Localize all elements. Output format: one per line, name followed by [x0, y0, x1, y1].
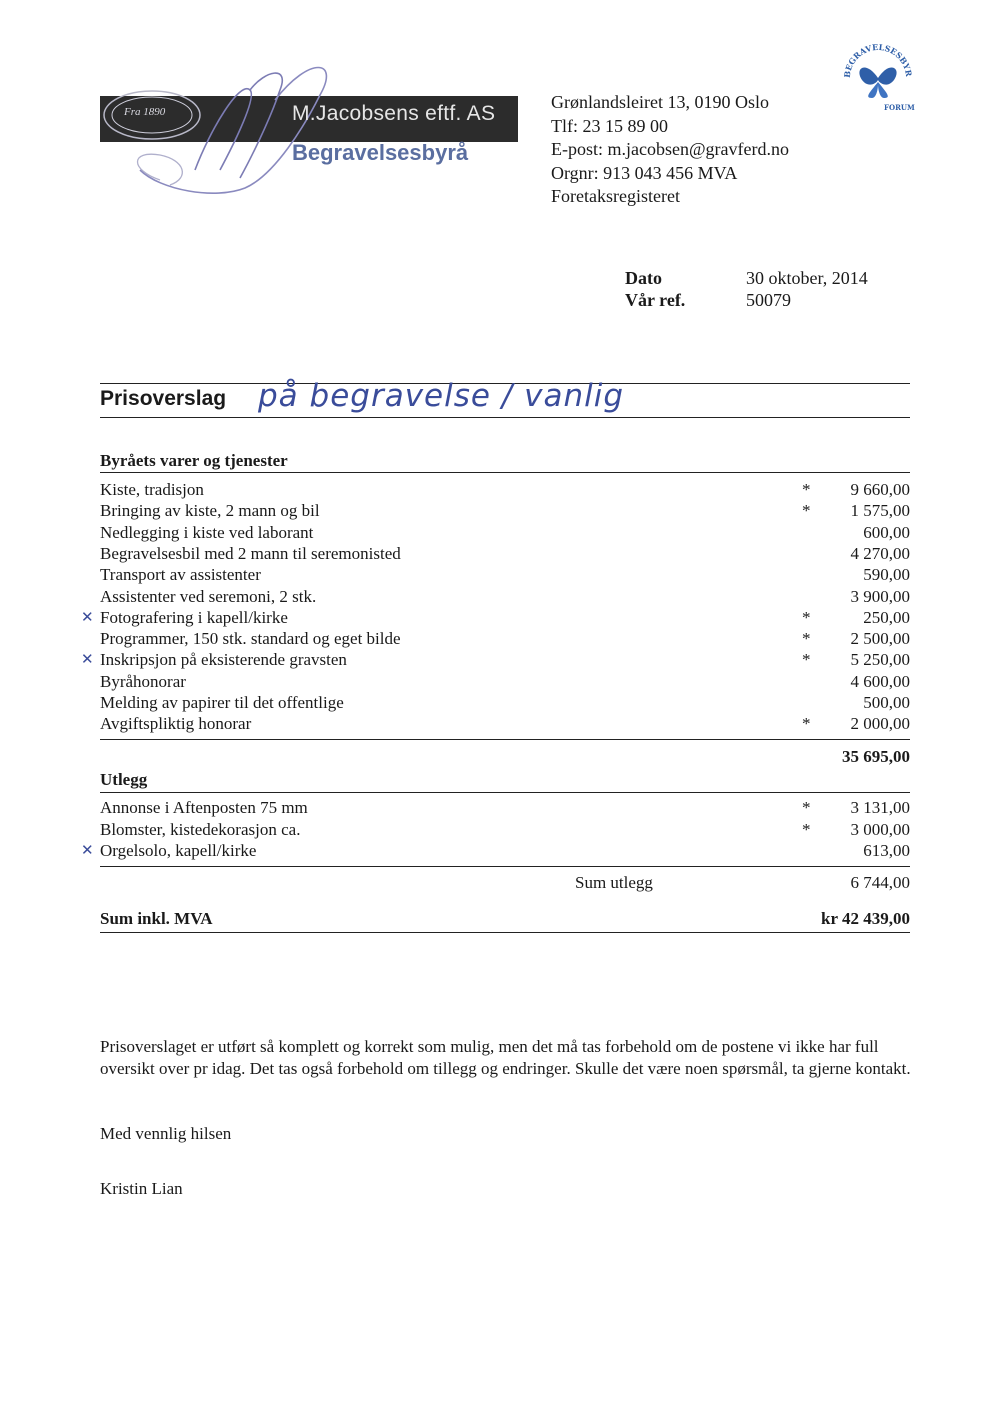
services-heading: Byråets varer og tjenester	[100, 451, 288, 470]
company-logo	[100, 60, 530, 195]
line-item-description: Bringing av kiste, 2 mann og bil	[100, 501, 320, 521]
title-bottom-rule	[100, 417, 910, 418]
total-label: Sum inkl. MVA	[100, 909, 213, 928]
forum-emblem	[838, 38, 918, 118]
line-item-row	[81, 650, 910, 671]
services-subtotal: 35 695,00	[842, 747, 910, 766]
line-item-vat-marker: *	[802, 607, 811, 627]
logo-subtitle: Begravelsesbyrå	[292, 140, 469, 165]
services-sum-rule	[100, 739, 910, 740]
line-item-row	[81, 841, 910, 862]
line-item-amount: 600,00	[863, 522, 910, 542]
line-item-row	[100, 714, 910, 735]
signature-name: Kristin Lian	[100, 1179, 183, 1198]
line-item-description: Blomster, kistedekorasjon ca.	[100, 819, 301, 839]
line-item-row	[81, 607, 910, 629]
handwritten-check-icon: ✕	[81, 607, 94, 626]
logo-since: Fra 1890	[124, 106, 166, 118]
greeting: Med vennlig hilsen	[100, 1124, 232, 1143]
line-item-vat-marker: *	[802, 501, 811, 521]
line-item-row	[100, 629, 910, 650]
line-item-amount: 250,00	[863, 607, 910, 627]
line-item-row	[100, 587, 910, 608]
expenses-heading: Utlegg	[100, 770, 148, 789]
line-item-amount: 9 660,00	[850, 480, 910, 499]
line-item-description: Inskripsjon på eksisterende gravsten	[100, 650, 347, 670]
line-item-description: Transport av assistenter	[100, 565, 261, 585]
line-item-description: Assistenter ved seremoni, 2 stk.	[100, 586, 317, 606]
line-item-vat-marker: *	[802, 480, 811, 499]
line-item-description: Byråhonorar	[100, 671, 186, 691]
line-item-amount: 500,00	[863, 693, 910, 712]
line-item-row	[100, 480, 910, 501]
line-item-vat-marker: *	[802, 798, 811, 817]
butterfly-icon	[838, 38, 918, 118]
line-item-row	[100, 501, 910, 522]
line-item-vat-marker: *	[802, 629, 811, 649]
services-rule	[100, 472, 910, 473]
total-value: kr 42 439,00	[821, 909, 910, 928]
handwritten-check-icon: ✕	[81, 841, 94, 859]
line-item-description: Programmer, 150 stk. standard og eget bilde	[100, 629, 401, 649]
line-item-description: Melding av papirer til det offentlige	[100, 693, 344, 712]
line-item-row	[100, 672, 910, 693]
handwritten-check-icon: ✕	[81, 650, 94, 669]
line-item-row	[100, 565, 910, 586]
address-orgnr: Orgnr: 913 043 456 MVA	[551, 162, 738, 183]
logo-company-name: M.Jacobsens eftf. AS	[292, 102, 496, 125]
svg-text:FORUM: FORUM	[884, 103, 915, 112]
line-item-row	[100, 820, 910, 841]
address-street: Grønlandsleiret 13, 0190 Oslo	[551, 92, 769, 112]
disclaimer-text: Prisoverslaget er utført så komplett og korrekt som mulig, men det må tas forbehold om de postene vi ikke har full oversikt over pr idag. Det tas også forbehold om tillegg og endringer. Skulle det være noen spørsmål, ta gjerne kontakt.	[100, 1037, 911, 1078]
line-item-vat-marker: *	[802, 650, 811, 670]
date-value: 30 oktober, 2014	[746, 268, 868, 288]
line-item-description: Orgelsolo, kapell/kirke	[100, 841, 257, 860]
line-item-amount: 590,00	[863, 565, 910, 585]
line-item-amount: 5 250,00	[850, 650, 910, 670]
line-item-description: Fotografering i kapell/kirke	[100, 607, 288, 627]
document-title: Prisoverslag	[100, 387, 227, 410]
address-block	[551, 91, 789, 209]
line-item-amount: 4 270,00	[850, 543, 910, 563]
line-item-row	[100, 798, 910, 819]
line-item-description: Avgiftspliktig honorar	[100, 714, 252, 734]
line-item-description: Nedlegging i kiste ved laborant	[100, 522, 314, 542]
reference-label: Vår ref.	[625, 290, 686, 310]
line-item-amount: 3 900,00	[850, 586, 910, 606]
line-item-row	[100, 523, 910, 544]
line-item-amount: 2 000,00	[850, 714, 910, 734]
line-item-amount: 613,00	[863, 841, 910, 860]
line-item-amount: 4 600,00	[850, 671, 910, 691]
line-item-row	[100, 544, 910, 565]
date-label: Dato	[625, 268, 662, 288]
line-item-amount: 1 575,00	[850, 501, 910, 521]
line-item-vat-marker: *	[802, 714, 811, 734]
line-item-row	[100, 693, 910, 714]
line-item-vat-marker: *	[802, 819, 811, 839]
expenses-sum-value: 6 744,00	[850, 873, 910, 892]
address-email: E-post: m.jacobsen@gravferd.no	[551, 139, 790, 159]
line-item-amount: 3 000,00	[850, 819, 910, 839]
handwritten-note: på begravelse / vanlig	[258, 378, 624, 414]
reference-value: 50079	[746, 290, 791, 310]
line-item-amount: 3 131,00	[850, 798, 910, 817]
line-item-description: Kiste, tradisjon	[100, 480, 204, 499]
address-register: Foretaksregisteret	[551, 186, 680, 206]
line-item-description: Begravelsesbil med 2 mann til seremonisted	[100, 543, 401, 563]
line-item-description: Annonse i Aftenposten 75 mm	[100, 798, 308, 817]
expenses-rule	[100, 792, 910, 793]
expenses-sum-label: Sum utlegg	[575, 873, 653, 892]
total-rule	[100, 932, 910, 933]
monogram-logo	[100, 60, 530, 195]
address-phone: Tlf: 23 15 89 00	[551, 115, 668, 136]
expenses-sum-rule	[100, 866, 910, 867]
svg-text:BEGRAVELSESBYRÅENES: BEGRAVELSESBYR	[841, 41, 915, 79]
line-item-amount: 2 500,00	[850, 629, 910, 649]
